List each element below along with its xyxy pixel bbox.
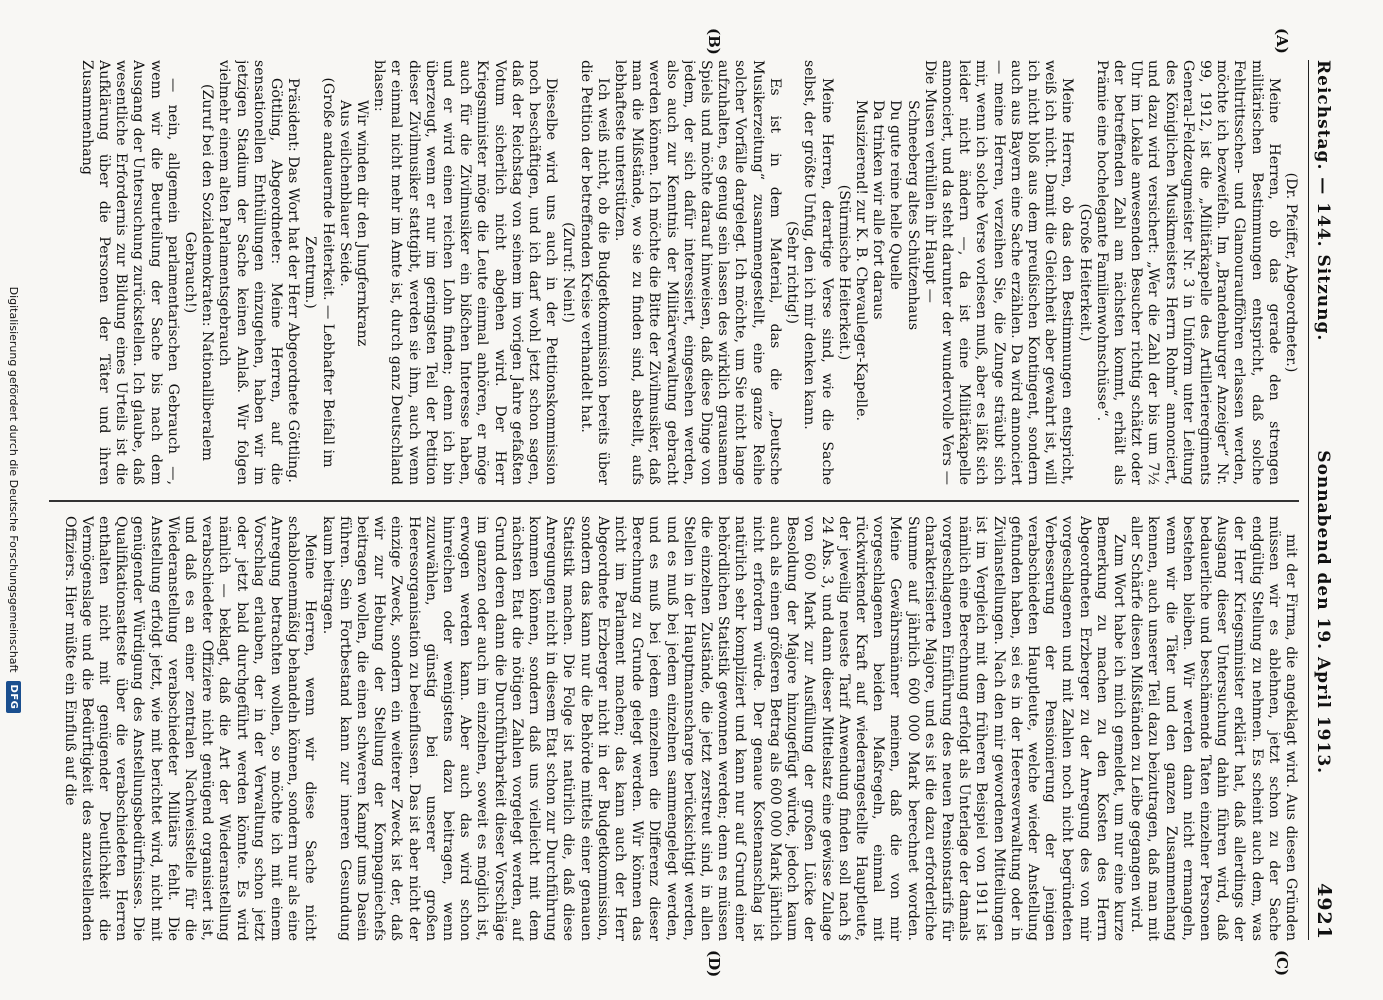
paragraph: Meine Herren, derartige Verse sind, wie die Sache selbst, der größte Unfug, den ich mir denken kann.	[801, 60, 835, 485]
paragraph: Schneeberg altes Schützenhaus	[904, 100, 921, 331]
header-session: Reichstag. — 144. Sitzung.	[1313, 60, 1333, 342]
paragraph: — nein, allgemein parlamentarischen Gebrauch —, wenn wir die Beurteilung der Sache bis nach dem Ausgang der Untersuchung zurückstellen. Ich glaube, daß wesentliche Erfordernis zur Bildung eines Urteils ist die Aufklärung über die Personen der Täter und ihren Zusammenhang	[78, 60, 181, 485]
digitization-credit	[3, 0, 25, 1000]
paragraph: Ich weiß nicht, ob die Budgetkommission bereits über die Petition der betreffenden Kreise verhandelt hat.	[577, 60, 611, 485]
paragraph: (Große Heiterkeit.)	[1076, 203, 1093, 342]
header-date: Sonnabend den 19. April 1913.	[1313, 450, 1333, 775]
paragraph: (Zuruf bei den Sozialdemokraten: Nationalliberalem Gebrauch!)	[182, 84, 216, 461]
paragraph: Es ist in dem Material, das die „Deutsche Musikerzeitung“ zusammengestellt, eine ganze Reihe solcher Vorfälle dargelegt. Ich möchte, um Sie nicht lange aufzuhalten, es genug sein lassen des wirklich grausamen Spiels und möchte darauf hinweisen, daß diese Dinge von jedem, der sich dafür interessiert, eingesehen werden, also auch zur Kenntnis der Militärverwaltung gebracht werden können. Ich möchte die Bitte der Zivilmusiker, daß man die Mißstände, wo sie zu finden sind, abstellt, aufs lebhafteste unterstützen.	[612, 60, 783, 485]
paragraph: Meine Herren, ob das den Bestimmungen entspricht, weiß ich nicht. Damit die Gleichheit aber gewahrt ist, will ich nicht bloß aus dem preußischen Kontingent, sondern auch aus Bayern eine Sache erzählen. Da wird annonciert — meine Herren, verzeihen Sie, die Zunge sträubt sich mir, wenn ich solche Verse vorlesen muß, aber es läßt sich leider nicht ändern —, da ist eine Militärkapelle annonciert, und da steht darunter der wundervolle Vers — Die Musen verhüllen ihr Haupt —	[921, 60, 1076, 485]
paragraph: (Stürmische Heiterkeit.)	[835, 184, 852, 361]
paragraph: Präsident: Das Wort hat der Herr Abgeordnete Göttling.	[285, 78, 302, 483]
paragraph: Dieselbe wird uns auch in der Petitionskommission noch beschäftigen, und ich darf wohl jetzt schon sagen, daß der Reichstag von seinem im vorigen Jahre gefaßten Votum sicherlich nicht abgehen wird. Der Herr Kriegsminister möge die Leute einmal anhören, er möge auch für die Zivilmusiker ein bißchen Interesse haben, und er wird einen reichen Lohn finden; denn ich bin überzeugt, wenn er nur im geringsten Teil der Petition dieser Zivilmusiker stattgibt, werden sie ihm, auch wenn er einmal nicht mehr im Amte ist, durch ganz Deutschland blasen:	[371, 60, 560, 485]
paragraph: Wir winden dir den Jungfernkranz	[354, 100, 371, 347]
left-text-column	[39, 60, 1299, 485]
paragraph: (Große andauernde Heiterkeit. — Lebhafter Beifall im Zentrum.)	[302, 77, 336, 468]
paragraph: Aus veilchenblauer Seide.	[336, 100, 353, 287]
paragraph: mit der Firma, die angeklagt wird. Aus diesen Gründen müssen wir es ablehnen, jetzt schon zu der Sache endgültig Stellung zu nehmen. Es scheint auch dem, was der Herr Kriegsminister erklärt hat, daß allerdings der Ausgang dieser Untersuchung dahin führen wird, daß bedauerliche und beschämende Taten einzelner Personen bestehen bleiben. Wir werden dann nicht ermangeln, wenn wir die Täter und den ganzen Zusammenhang kennen, auch unserer Teil dazu beizutragen, daß man mit aller Schärfe diesen Mißständen zu Leibe gegangen wird.	[1128, 516, 1299, 941]
credit-text: Digitalisierung gefördert durch die Deutsche Forschungsgemeinschaft	[7, 286, 21, 673]
paragraph: (Zuruf: Nein!)	[560, 222, 577, 323]
margin-mark-c: (C)	[1273, 950, 1291, 977]
paragraph: Zum Wort habe ich mich gemeldet, um nur eine kurze Bemerkung zu machen zu den Kosten des Herrn Abgeordneten Erzberger zu der Anregung des von mir vorgeschlagenen und mit Zahlen noch nicht begründeten Verbesserung der Pensionierung der jenigen verabschiedeten Hauptleute, welche wieder Anstellung gefunden haben, sei es in der Heeresverwaltung oder in Zivilanstellungen. Nach den mir gewordenen Mitteilungen ist im Vergleich mit dem früheren Beispiel von 1911 ist nämlich eine Berechnung erfolgt als Unterlage der damals vorgeschlagenen Einführung des neuen Pensionstarifs für charakterisierte Majore, und es ist die dazu erforderliche Summe auf jährlich 600 000 Mark berechnet worden. Meine Gewährsmänner meinen, daß die von mir vorgeschlagenen beiden Maßregeln, einmal mit rückwirkender Kraft auf wiederangestellte Hauptleute, der jeweilig neueste Tarif Anwendung finden soll nach § 24 Abs. 3, und dann dieser Mittelsatz eine gewisse Zulage von 600 Mark zur Ausfüllung der großen Lücke der Besoldung der Majore hinzugefügt würde, jedoch kaum auch als einen größeren Betrag als 600 000 Mark jährlich nicht erfordern würde. Der genaue Kostenanschlag ist natürlich sehr kompliziert und kann nur auf Grund einer behördlichen Statistik gewonnen werden; denn es müssen die einzelnen Zustände, die jetzt zerstreut sind, in allen Stellen in der Hauptmannscharge berücksichtigt werden, und es muß bei jedem einzelnen sammengelegt werden, und es muß bei jedem einzelnen die Differenz dieser Berechnung zu Grunde gelegt werden. Wir können das nicht im Parlament machen; das kann auch der Herr Abgeordnete Erzberger nicht in der Budgetkommission, sondern das kann nur die Behörde mittels einer genauen Statistik machen. Die Folge ist natürlich die, daß diese Anregungen nicht in diesem Etat schon zur Durchführung kommen können, sondern daß uns vielleicht mit dem nächsten Etat die nötigen Zahlen vorgelegt werden, auf Grund deren dann die Durchführbarkeit dieser Vorschläge im ganzen oder auch im einzelnen, soweit es möglich ist, erwogen werden kann. Aber auch das wird schon hinreichen oder wenigstens dazu beitragen, wenn zuzuwählen, günstig bei unserer großen Heeresorganisation zu beeinflussen. Das ist aber nicht der einzige Zweck, sondern ein weiterer Zweck ist der, daß wir zur Hebung der Stellung der Kompagniechefs beitragen wollen, die einen schweren Kampf ums Dasein führen. Sein Fortbestand kann zur inneren Gesundung kaum beitragen.	[319, 516, 1127, 941]
paragraph: (Dr. Pfeiffer, Abgeordneter.)	[1283, 172, 1299, 373]
paragraph: (Sehr richtig!)	[784, 220, 801, 325]
right-text-column	[39, 516, 1299, 941]
dfg-logo: DFG	[7, 681, 22, 714]
paragraph: Meine Herren, wenn wir diese Sache nicht schablonenmäßig behandeln können, sondern nur als eine Anregung betrachten wollen, so möchte ich mit einem Vorschlag erlauben, der in der Verwaltung schon jetzt oder jetzt bald durchgeführt werden könnte. Es wird nämlich — beklagt, daß die Art der Wiederanstellung verabschiedeter Offiziere nicht genügend organisiert ist, und daß es an einer zentralen Nachweisstelle für die Wiederanstellung verabschiedeter Militärs fehlt. Die Anstellung erfolgt jetzt, wie mit berichtet wird, nicht mit genügender Würdigung des Anstellungsbedürfnisses. Die Qualifikationsatteste über die verabschiedeten Herren enthalten nicht mit genügender Deutlichkeit die Vermögenslage und die Bedürftigkeit des anzustellenden Offiziers. Hier müßte ein Einfluß auf die	[61, 516, 319, 941]
paragraph: Du gute reine helle Quelle	[887, 100, 904, 290]
margin-mark-d: (D)	[705, 950, 723, 978]
page-number: 4921	[1313, 883, 1335, 940]
paragraph: Da trinken wir alle fort daraus	[870, 100, 887, 320]
margin-mark-a: (A)	[1273, 28, 1291, 54]
paragraph: Göttling, Abgeordneter: Meine Herren, auf die sensationellen Enthüllungen einzugehen, haben wir im jetzigen Stadium der Sache keinen Anlaß. Wir folgen vielmehr einem alten Parlamentsgebrauch	[216, 60, 285, 485]
running-head	[1308, 60, 1343, 940]
paragraph: Meine Herren, ob das gerade den strengen militärischen Bestimmungen entspricht, daß solche Fehltrittsschen- und Glamouraufföhren erlassen werden, möchte ich bezweifeln. Im „Brandenburger Anzeiger“ Nr. 99, 1912, ist die „Militärkapelle des Artillerieregiments General-Feldzeugmeister Nr. 3 in Uniform unter Leitung des Königlichen Musikmeisters Herrn Rohm“ annonciert, und dazu wird versichert: „Wer die Zahl der bis um 7½ Uhr im Lokale anwesenden Besucher richtig schätzt oder der betreffenden Zahl am nächsten kommt, erhält als Prämie eine hochelegante Familienwohnschüsse“.	[1093, 60, 1282, 485]
column-divider	[49, 500, 1299, 502]
paragraph: Musizierend! zur K. B. Chevauleger-Kapelle.	[852, 100, 869, 421]
margin-mark-b: (B)	[705, 28, 723, 55]
